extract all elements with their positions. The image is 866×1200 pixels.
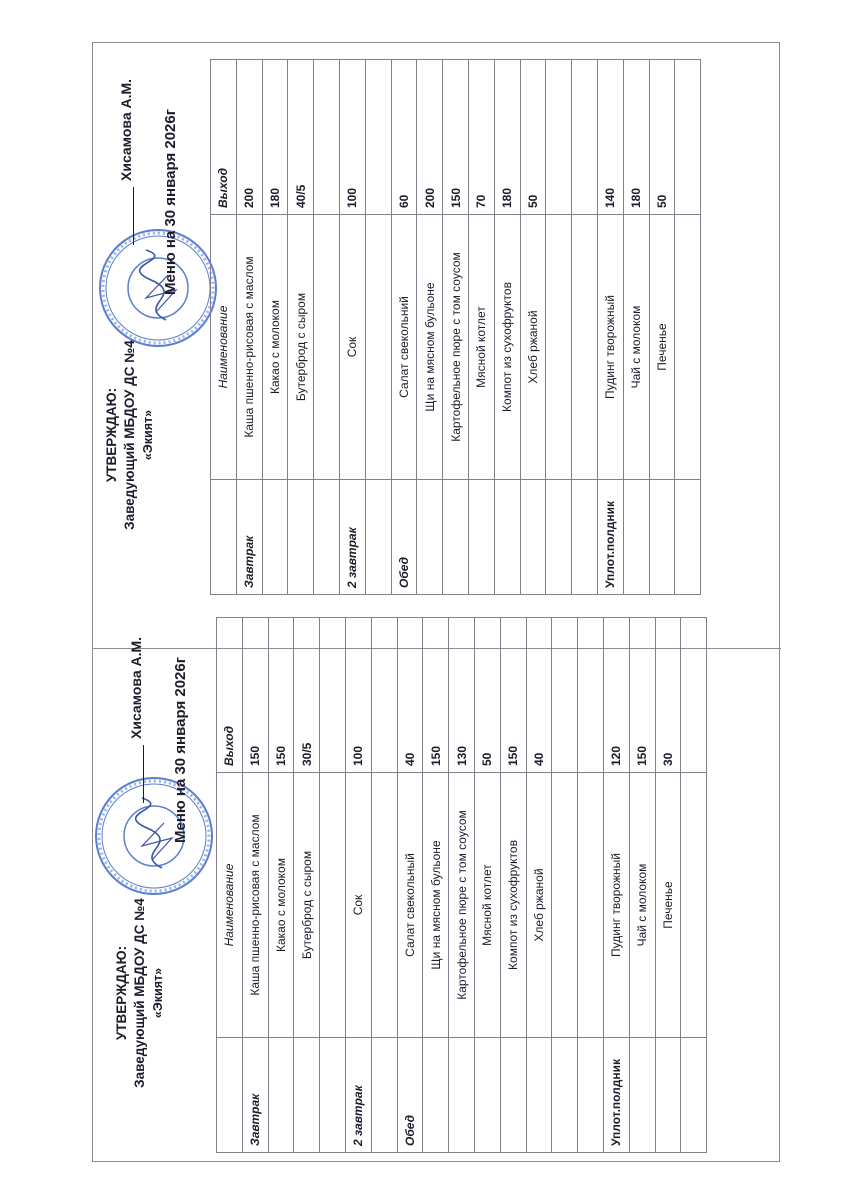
table-row <box>675 60 701 595</box>
dish-cell: Чай с молоком <box>629 773 655 1038</box>
dish-cell: Какао с молоком <box>262 215 288 480</box>
menu-title: Меню на 30 января 2026г <box>162 109 179 295</box>
signatory-name: Хисамова А.М. <box>128 636 144 739</box>
dish-cell: Хлеб ржаной <box>520 215 546 480</box>
output-cell: 180 <box>494 60 520 215</box>
menu-title: Меню на 30 января 2026г <box>172 657 189 843</box>
approval-position: Заведующий МБДОУ ДС №4 <box>132 898 147 1088</box>
meal-cell: Обед <box>397 1038 423 1153</box>
output-cell: 100 <box>345 618 371 773</box>
meal-cell: Завтрак <box>242 1038 268 1153</box>
table-row <box>526 618 552 1153</box>
output-cell: 200 <box>236 60 262 215</box>
dish-cell: Картофельное пюре с том соусом <box>449 773 475 1038</box>
output-cell: 200 <box>417 60 443 215</box>
dish-cell: Бутерброд с сыром <box>288 215 314 480</box>
output-cell: 40/5 <box>288 60 314 215</box>
header-meal <box>217 1038 243 1153</box>
output-cell: 150 <box>423 618 449 773</box>
table-row <box>578 618 604 1153</box>
table-row <box>500 618 526 1153</box>
dish-cell: Чай с молоком <box>623 215 649 480</box>
output-cell: 140 <box>597 60 623 215</box>
output-cell: 130 <box>449 618 475 773</box>
table-row <box>655 618 681 1153</box>
dish-cell: Щи на мясном бульоне <box>417 215 443 480</box>
dish-cell <box>320 773 346 1038</box>
dish-cell: Сок <box>345 773 371 1038</box>
output-cell <box>675 60 701 215</box>
meal-cell <box>500 1038 526 1153</box>
output-cell: 150 <box>500 618 526 773</box>
approval-organization: «Экият» <box>151 967 165 1019</box>
meal-cell: Обед <box>391 480 417 595</box>
dish-cell: Какао с молоком <box>268 773 294 1038</box>
dish-cell: Компот из сухофруктов <box>494 215 520 480</box>
meal-cell <box>681 1038 707 1153</box>
meal-cell <box>629 1038 655 1153</box>
meal-cell <box>320 1038 346 1153</box>
dish-cell: Салат свекольний <box>391 215 417 480</box>
approval-heading: УТВЕРЖДАЮ: <box>114 945 129 1041</box>
approval-heading: УТВЕРЖДАЮ: <box>104 387 119 483</box>
dish-cell: Картофельное пюре с том соусом <box>443 215 469 480</box>
dish-cell <box>578 773 604 1038</box>
dish-cell: Щи на мясном бульоне <box>423 773 449 1038</box>
table-row <box>629 618 655 1153</box>
output-cell: 50 <box>649 60 675 215</box>
output-cell <box>552 618 578 773</box>
dish-cell <box>371 773 397 1038</box>
dish-cell: Компот из сухофруктов <box>500 773 526 1038</box>
output-cell <box>371 618 397 773</box>
meal-cell <box>449 1038 475 1153</box>
approval-organization: «Экият» <box>141 409 155 461</box>
table-row <box>371 618 397 1153</box>
meal-cell <box>675 480 701 595</box>
output-cell: 150 <box>268 618 294 773</box>
output-cell: 100 <box>339 60 365 215</box>
dish-cell: Печенье <box>649 215 675 480</box>
output-cell <box>578 618 604 773</box>
meal-cell <box>649 480 675 595</box>
output-cell: 60 <box>391 60 417 215</box>
output-cell: 30 <box>655 618 681 773</box>
table-row <box>320 618 346 1153</box>
table-row <box>552 618 578 1153</box>
meal-cell: Уплот.полдник <box>597 480 623 595</box>
dish-cell: Салат свекольный <box>397 773 423 1038</box>
header-name: Наименование <box>217 773 243 1038</box>
meal-cell <box>268 1038 294 1153</box>
output-cell: 40 <box>397 618 423 773</box>
dish-cell: Пудинг творожный <box>597 215 623 480</box>
signature-blank <box>143 745 144 803</box>
dish-cell <box>681 773 707 1038</box>
output-cell: 180 <box>623 60 649 215</box>
meal-cell: Завтрак <box>236 480 262 595</box>
meal-cell: 2 завтрак <box>345 1038 371 1153</box>
output-cell <box>320 618 346 773</box>
dish-cell: Пудинг творожный <box>603 773 629 1038</box>
menu-panel-2 <box>92 43 675 1163</box>
signature-line <box>128 637 144 803</box>
meal-cell: Уплот.полдник <box>603 1038 629 1153</box>
table-row <box>449 618 475 1153</box>
dish-cell: Мясной котлет <box>474 773 500 1038</box>
output-cell: 50 <box>474 618 500 773</box>
table-row <box>681 618 707 1153</box>
meal-cell <box>526 1038 552 1153</box>
meal-cell <box>371 1038 397 1153</box>
output-cell: 40 <box>526 618 552 773</box>
meal-cell <box>655 1038 681 1153</box>
table-row <box>649 60 675 595</box>
table-row <box>474 618 500 1153</box>
table-row <box>242 618 268 1153</box>
dish-cell: Бутерброд с сыром <box>294 773 320 1038</box>
output-cell: 120 <box>603 618 629 773</box>
approval-position: Заведующий МБДОУ ДС №4 <box>122 340 137 530</box>
dish-cell <box>675 215 701 480</box>
output-cell: 180 <box>262 60 288 215</box>
meal-cell: 2 завтрак <box>339 480 365 595</box>
output-cell: 150 <box>443 60 469 215</box>
table-row <box>268 618 294 1153</box>
meal-cell <box>423 1038 449 1153</box>
dish-cell: Сок <box>339 215 365 480</box>
dish-cell <box>552 773 578 1038</box>
table-row <box>603 618 629 1153</box>
meal-cell <box>294 1038 320 1153</box>
table-row <box>423 618 449 1153</box>
dish-cell: Каша пшенно-рисовая с маслом <box>236 215 262 480</box>
header-output: Выход <box>211 60 237 215</box>
dish-cell: Каша пшенно-рисовая с маслом <box>242 773 268 1038</box>
output-cell: 30/5 <box>294 618 320 773</box>
signatory-name: Хисамова А.М. <box>118 78 134 181</box>
dish-cell: Мясной котлет <box>468 215 494 480</box>
meal-cell <box>474 1038 500 1153</box>
table-row <box>294 618 320 1153</box>
header-output: Выход <box>217 618 243 773</box>
output-cell <box>681 618 707 773</box>
dish-cell: Хлеб ржаной <box>526 773 552 1038</box>
output-cell: 50 <box>520 60 546 215</box>
meal-cell <box>552 1038 578 1153</box>
meal-cell <box>578 1038 604 1153</box>
table-header-row <box>217 618 243 1153</box>
menu-table-2 <box>216 617 707 1153</box>
header-name: Наименование <box>211 215 237 480</box>
output-cell: 70 <box>468 60 494 215</box>
output-cell: 150 <box>629 618 655 773</box>
table-row <box>345 618 371 1153</box>
output-cell: 150 <box>242 618 268 773</box>
dish-cell: Печенье <box>655 773 681 1038</box>
table-row <box>397 618 423 1153</box>
